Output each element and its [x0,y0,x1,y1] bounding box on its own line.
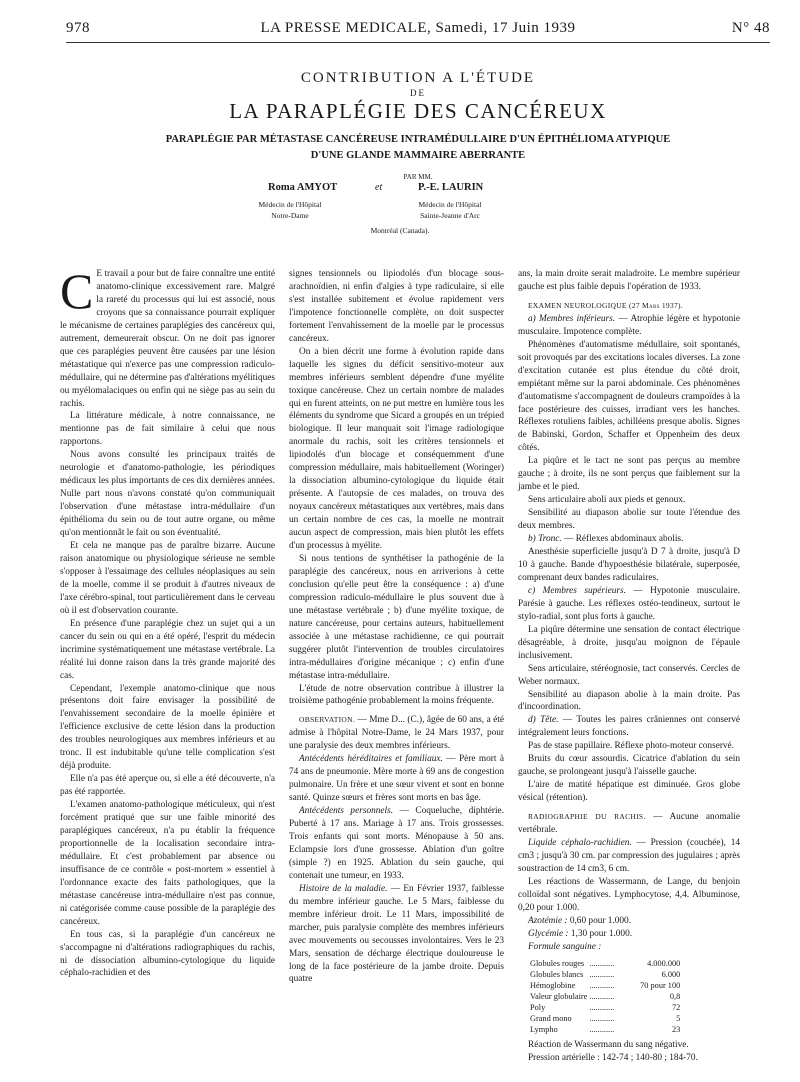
table-row: Lympho ............ 23 [530,1024,681,1034]
heredity-text: — Père mort à 74 ans de pneumonie. Mère morte à 69 ans de congestion pulmonaire. Un frère et une sœur vivent et sont en bonne santé. Quinze sœurs et frères sont morts en bas âge. [289,754,504,804]
upper-limbs-paragraph [518,585,740,624]
row-value: 23 [671,1024,681,1034]
drop-cap: C [60,263,94,319]
upper-limbs-text: — Hypotonie musculaire. Parésie à gauche. Les réflexes ostéo-tendineux, surtout le stylo-radial, sont plus forts à gauche. [518,585,740,622]
paragraph: On a bien décrit une forme à évolution rapide dans laquelle les signes du déficit sensitivo-moteur aux membres inférieurs semblent dépendre d'une myélite toxique cancéreuse. Chez un certain nombre de malades qui en furent atteints, on ne put mettre en lumière tous les éléments du syndrome que Sicard a groupés en un trépied biologique. Il leur manquait soit l'image radiologique anormale du rachis, soit les critères tensionnels et lipiodolés d'un blocage et conséquemment d'une compression médullaire, mais habituellement (Woringer) la dissociation albumino-cytologique du liquide était présente. A l'autopsie de ces malades, on trouva des noyaux cancéreux métastatiques aux vertèbres, mais dans un certain nombre de ces cas, la moelle ne montrait aucun aspect de compression, mais bien plutôt les effets d'un processus à myélite. [289,346,504,552]
heredity-label: Antécédents héréditaires et familiaux. [299,754,443,765]
running-head [66,20,770,42]
blood-formula-heading [518,941,740,954]
paragraph: L'étude de notre observation contribue à illustrer la troisième pathogénie probablement la moins fréquente. [289,683,504,707]
author-conjunction: et [375,182,383,193]
table-row: Poly ............ 72 [530,1002,681,1012]
glycemia-value: 1,30 pour 1.000. [568,928,633,939]
exam-heading-text: EXAMEN NEUROLOGIQUE (27 Mars 1937). [528,300,684,310]
radiography-text: — Aucune anomalie vertébrale. [518,812,740,836]
paragraph: Et cela ne manque pas de paraître bizarre. Aucune raison anatomique ou physiologique sérieuse ne semble s'opposer à l'essaimage des cellules néoplasiques au sein de la moelle, comme il se produit à d'autres niveaux de l'axe cérébro-spinal, tout particulièrement dans le cerveau où il est d'observation courante. [60,541,275,616]
row-label: Poly [530,1002,546,1012]
paragraph: Nous avons consulté les principaux traités de neurologie et d'anatomo-pathologie, les périodiques médicaux les plus importants de ces dix dernières années. Nulle part nous n'avons constaté qu'on communiquait l'observation d'une métastase intra-médullaire d'un épithélioma du sein ou de tout autre organe, ou même qu'on mentionnât le fait ou son éventualité. [60,450,275,539]
paragraph: La littérature médicale, à notre connaissance, ne mentionne pas de fait similaire à celui que nous rapportons. [60,411,275,448]
paragraph: En tous cas, si la paraplégie d'un cancéreux ne s'accompagne ni d'altérations radiographiques du rachis, ni de dissociation albumino-cytologique du liquide céphalo-rachidien et des [60,929,275,979]
paragraph: L'examen anatomo-pathologique méticuleux, qui n'est forcément pratiqué que sur une faible minorité des paraplégiques cancéreux, n'a pu établir la fréquence proportionnelle de la localisation secondaire intra-médullaire. Et c'est probablement par absence ou insuffisance de ce contrôle « post-mortem » essentiel à l'ordonnance exacte des faits pathologiques, que la métastase cancéreuse intra-médullaire n'est pas connue, ni catégorisée comme cause possible de la paraplégie des cancéreux. [60,800,275,927]
exam-heading [518,300,740,313]
paragraph: Sensibilité au diapason abolie sur toute l'étendue des deux membres. [518,508,740,532]
row-label: Lympho [530,1024,558,1034]
glycemia-line [518,928,740,941]
personal-history-label: Antécédents personnels. [299,806,394,817]
trunk-label: b) Tronc. [528,534,562,545]
observation-paragraph [289,714,504,753]
paragraph: Bruits du cœur assourdis. Cicatrice d'ablation du sein gauche, se prolongeant jusqu'à l'aisselle gauche. [518,754,740,778]
paragraph: Phénomènes d'automatisme médullaire, soit spontanés, soit provoqués par des excitations locales diverses. La zone d'excitation cutanée est plus étendue du côté droit, empiétant même sur la paroi abdominale. Ces phénomènes d'automatisme s'accompagnent de douleurs crampoïdes à la face postérieure des cuisses, irradiant vers les hanches. Réflexes rotuliens faibles, achilléens presque abolis. Signes de Babinski, Gordon, Schaffer et Oppenheim des deux côtés. [518,339,740,454]
paragraph [60,263,275,410]
azotemia-line [518,915,740,928]
lower-limbs-label: a) Membres inférieurs. [528,313,616,324]
paragraph: Les réactions de Wassermann, de Lange, du benjoin colloïdal sont négatives. Lymphocytose, 4,4. Albuminose, 0,20 pour 1.000. [518,876,740,913]
column-3 [518,268,740,1064]
personal-history-paragraph [289,805,504,883]
blood-formula-table [530,958,680,1035]
paragraph: ans, la main droite serait maladroite. Le membre supérieur gauche est plus faible depuis l'opération de 1933. [518,269,740,292]
title-line-1: CONTRIBUTION A L'ÉTUDE [300,70,536,86]
paragraph: Pas de stase papillaire. Réflexe photo-moteur conservé. [528,741,735,752]
article-title-block [66,70,770,181]
upper-limbs-label: c) Membres supérieurs. [528,585,626,596]
paragraph: Elle n'a pas été aperçue ou, si elle a été découverte, n'a pas été rapportée. [60,774,275,798]
csf-label: Liquide céphalo-rachidien. [528,837,632,848]
disease-history-text: — En Février 1937, faiblesse du membre inférieur gauche. Le 5 Mars, faiblesse du membre inférieur droit. Le 11 Mars, impossibilité de marcher, puis paralysie complète des membres inférieurs avec mouvements ou secousses involontaires. Vers le 23 Mars, sensation de décharge électrique douloureuse le long de la face postérieure de la jambe droite. Depuis quatre [289,883,504,985]
row-value: 0,8 [669,991,681,1001]
subtitle-2: D'UNE GLANDE MAMMAIRE ABERRANTE [310,150,526,161]
paragraph: La piqûre détermine une sensation de contact électrique désagréable, à droite, jusqu'au moignon de l'épaule inclusivement. [518,624,740,661]
subtitle-1: PARAPLÉGIE PAR MÉTASTASE CANCÉREUSE INTRAMÉDULLAIRE D'UN ÉPITHÉLIOMA ATYPIQUE [165,134,671,145]
row-label: Globules rouges [530,958,585,968]
table-row: Hémoglobine ............ 70 pour 100 [530,980,681,990]
row-label: Valeur globulaire [530,991,588,1001]
paragraph: Cependant, l'exemple anatomo-clinique que nous présentons doit faire envisager la possibilité de l'envahissement secondaire de la moelle épinière et l'efficience exclusive de cette lésion dans la production des troubles neurologiques aux membres inférieurs et au tronc. Il est indubitable qu'une telle complication s'est déjà produite. [60,683,275,772]
glycemia-label: Glycémie : [528,928,569,939]
heredity-paragraph [289,753,504,805]
row-label: Globules blancs [530,969,584,979]
csf-paragraph [518,837,740,876]
paragraph: Si nous tentions de synthétiser la pathogénie de la paraplégie des cancéreux, nous en arriverions à cette conclusion qu'elle peut être la conséquence : a) d'une compression radiculo-médullaire le plus souvent due à une métastase vertébrale ; b) d'une myélite toxique, de nature cancéreuse, pour certains auteurs, habituellement associée à une métastase rachidienne, ce qui pourrait suggérer plutôt l'intervention de troubles circulatoires intra-médullaires d'origine mécanique ; c) enfin d'une métastase intra-médullaire. [289,553,504,681]
row-label: Grand mono [530,1013,572,1023]
radiography-paragraph [518,811,740,837]
personal-history-text: — Coqueluche, diphtérie. Puberté à 17 ans. Mariage à 17 ans. Trois grossesses. Trois enfants qui sont morts. Ménopause à 50 ans. Eclampsie lors d'une grossesse. Ablation d'un goître (simple ?) en 1925. Ablation du sein gauche, qui contenait une tumeur, en 1933. [289,806,504,881]
title-line-2: DE [410,88,426,98]
azotemia-value: 0,60 pour 1.000. [567,915,632,926]
header-rule [66,42,770,43]
paragraph: Sens articulaire aboli aux pieds et genoux. [528,495,686,506]
disease-history-label: Histoire de la maladie. [299,883,388,894]
row-value: 72 [671,1002,681,1012]
observation-label: OBSERVATION. [299,715,355,725]
paragraph: Anesthésie superficielle jusqu'à D 7 à droite, jusqu'à D 10 à gauche. Bande d'hypoesthésie bilatérale, superposée, comprenant deux bandes radiculaires. [518,547,740,583]
lower-limbs-paragraph [518,313,740,339]
blood-formula-label: Formule sanguine : [528,941,602,952]
radiography-label: RADIOGRAPHIE DU RACHIS. [528,812,646,822]
row-value: 5 [676,1013,681,1023]
column-2 [289,268,504,986]
author-city: Montréal (Canada). [370,226,430,235]
affiliation-1: Médecin de l'Hôpital Notre-Dame [258,200,322,220]
trunk-paragraph [518,533,740,546]
authors-block [250,182,550,242]
observation-text: — Mme D... (C.), âgée de 60 ans, a été admise à l'hôpital Notre-Dame, le 24 Mars 1937, pour une paralysie des deux membres inférieurs. [289,715,504,752]
head-text: — Toutes les paires crâniennes ont conservé intégralement leurs fonctions. [518,715,740,739]
column-1 [60,263,275,980]
disease-history-paragraph [289,883,504,987]
paragraph: Réaction de Wassermann du sang négative. [528,1039,689,1050]
trunk-text: — Réflexes abdominaux abolis. [561,534,684,545]
paragraph: La piqûre et le tact ne sont pas perçus au membre gauche ; à droite, ils ne sont perçus que faiblement sur la jambe et le pied. [518,456,740,493]
paragraph: Pression artérielle : 142-74 ; 140-80 ; 184-70. [528,1052,698,1063]
paragraph: Sensibilité au diapason abolie à la main droite. Pas d'incoordination. [518,689,740,713]
table-row: Globules rouges ............ 4.000.000 [530,958,681,968]
journal-title: LA PRESSE MEDICALE, Samedi, 17 Juin 1939 [260,20,576,36]
author-1: Roma AMYOT [268,182,338,193]
row-value: 6.000 [661,969,681,979]
head-paragraph [518,714,740,740]
table-row: Valeur globulaire ............ 0,8 [530,991,681,1001]
row-label: Hémoglobine [530,980,576,990]
paragraph: signes tensionnels ou lipiodolés d'un blocage sous-arachnoïdien, ni enfin d'algies à type radiculaire, si elle s'est installée subitement et évolue rapidement vers l'impotence fonctionnelle complète, on doit suspecter fortement l'envahissement de la moelle par le processus cancéreux. [289,269,504,344]
issue-number: N° 48 [731,20,770,36]
paragraph: Sens articulaire, stéréognosie, tact conservés. Cercles de Weber normaux. [518,663,740,687]
page-number: 978 [66,20,90,36]
row-value: 4.000.000 [647,958,681,968]
head-label: d) Tête. [528,715,559,726]
paragraph-text: E travail a pour but de faire connaître une entité anatomo-clinique excessivement rare. Malgré la rareté du processus qui lui est associé, nous croyons que sa connaissance pourrait expliquer le mécanisme de certaines paraplégies des cancéreux qui, autrement, demeurerait obscur. On ne doit pas ignorer que ces paraplégies peuvent être causées par une lésion métastatique qui n'exerce pas une compression radiculo-médullaire, qui ne détermine pas d'altérations myélitiques ou myélomalaciques ou enfin qui ne siège pas au sein du rachis. [60,269,275,409]
table-row: Grand mono ............ 5 [530,1013,681,1023]
affiliation-2: Médecin de l'Hôpital Sainte-Jeanne d'Arc [418,200,482,220]
paragraph: En présence d'une paraplégie chez un sujet qui a un cancer du sein ou qui en a été opéré, l'esprit du médecin incrimine systématiquement une métastase vertébrale. La réalité lui donne raison dans la très grande majorité des cas. [60,618,275,681]
author-2: P.-E. LAURIN [418,182,484,193]
csf-text: — Pression (couchée), 14 cm3 ; jusqu'à 30 cm. par compression des jugulaires ; après soustraction de 14 cm3, 6 cm. [518,837,740,874]
row-value: 70 pour 100 [640,980,681,990]
azotemia-label: Azotémie : [528,915,568,926]
par-mm: PAR MM. [403,173,433,181]
lower-limbs-text: — Atrophie légère et hypotonie musculaire. Impotence complète. [518,313,740,337]
title-main: LA PARAPLÉGIE DES CANCÉREUX [229,99,607,123]
paragraph: L'aire de matité hépatique est diminuée. Gros globe vésical (rétention). [518,780,740,804]
table-row: Globules blancs ............ 6.000 [530,969,681,979]
